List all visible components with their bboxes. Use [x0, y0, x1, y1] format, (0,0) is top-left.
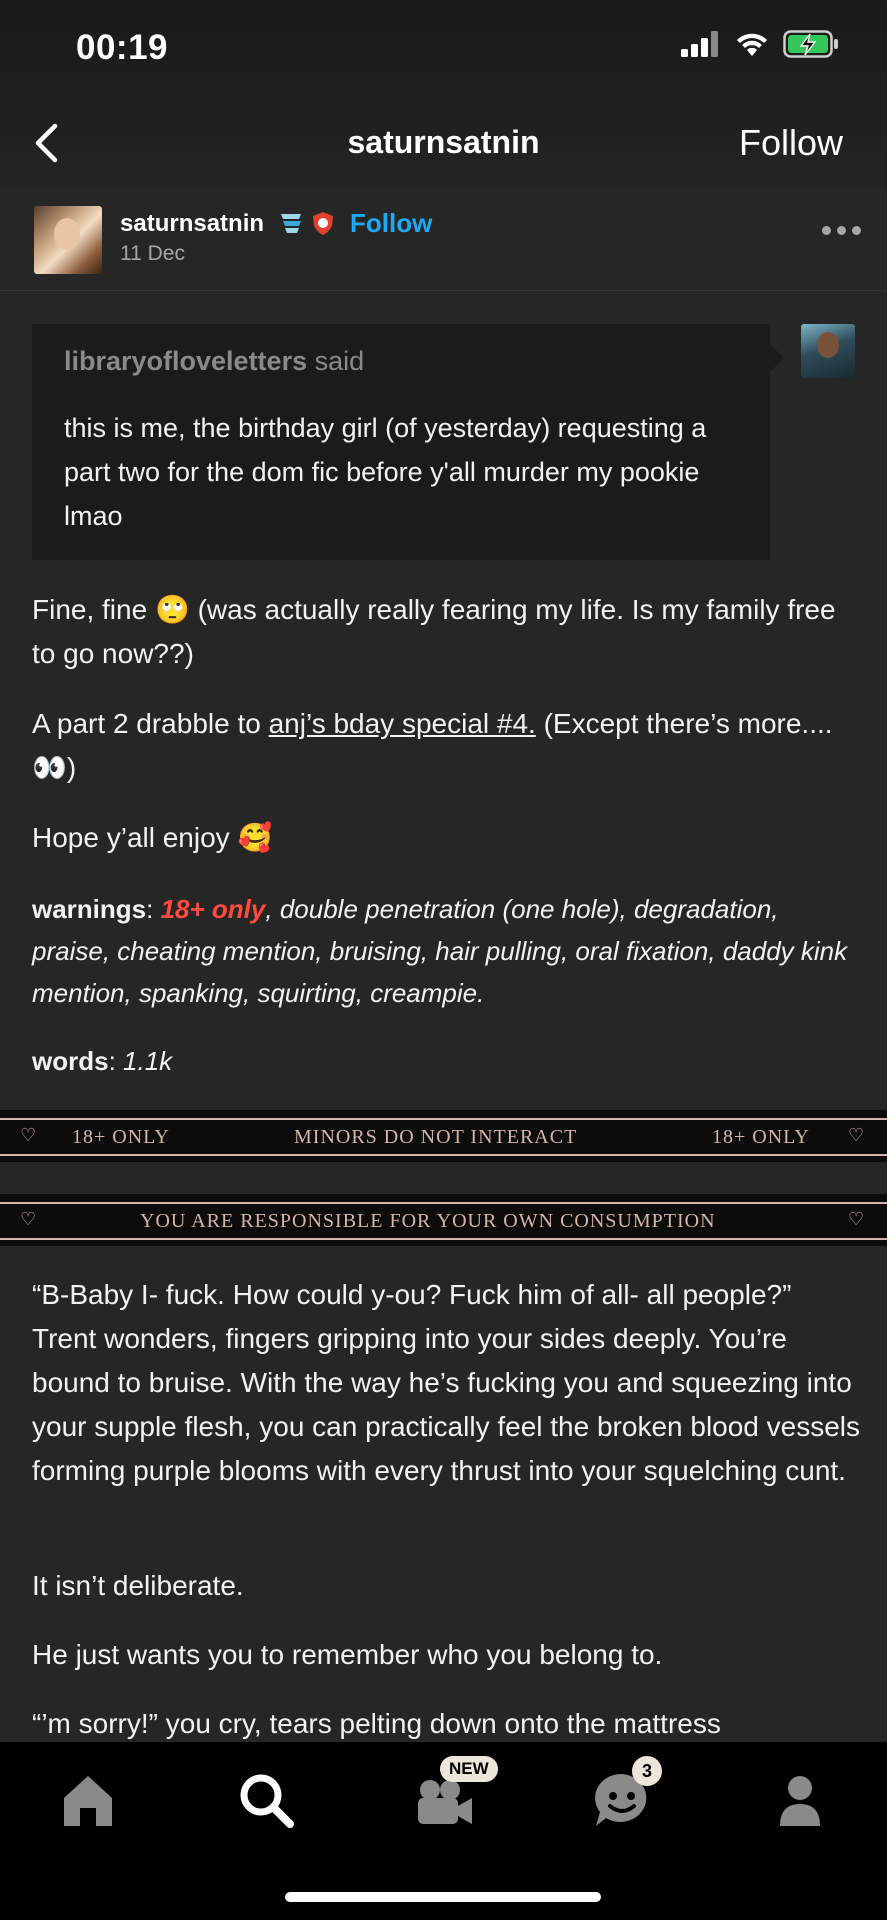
chevron-left-icon — [24, 118, 74, 168]
nav-title: saturnsatnin — [347, 124, 540, 160]
asker-line — [64, 346, 364, 377]
more-dot-icon — [837, 226, 846, 235]
eye-roll-emoji: 🙄 — [154, 593, 190, 626]
asker-avatar[interactable] — [801, 324, 855, 378]
post-paragraph-1: Fine, fine 🙄 (was actually really fearing my life. Is my family free to go now??) — [32, 593, 836, 669]
chat-count-badge: 3 — [632, 1756, 662, 1786]
more-dot-icon — [852, 226, 861, 235]
smiling-hearts-emoji: 🥰 — [237, 821, 273, 854]
post-header — [0, 188, 887, 291]
more-dot-icon — [822, 226, 831, 235]
tab-search[interactable] — [234, 1768, 298, 1832]
wifi-icon — [735, 31, 769, 57]
warnings-age: 18+ only — [160, 894, 266, 924]
heart-icon: ♡ — [20, 1125, 37, 1146]
post-author-name[interactable]: saturnsatnin — [120, 210, 265, 237]
flag-badge-icon — [278, 210, 304, 236]
home-indicator[interactable] — [285, 1892, 601, 1902]
asker-said: said — [314, 346, 365, 376]
back-button[interactable] — [24, 118, 74, 168]
ask-text: this is me, the birthday girl (of yesterday) requesting a part two for the dom fic before y'all murder my pookie lmao — [64, 413, 707, 531]
banner-center-text: MINORS DO NOT INTERACT — [294, 1126, 578, 1148]
post-date: 11 Dec — [120, 242, 185, 265]
eyes-emoji: 👀 — [32, 751, 67, 784]
words-count: 1.1k — [123, 1046, 173, 1076]
story-paragraph: He just wants you to remember who you belong to. — [32, 1639, 663, 1670]
nav-follow-button[interactable]: Follow — [738, 122, 843, 163]
search-icon — [234, 1768, 298, 1832]
home-icon — [56, 1768, 120, 1832]
banner-minors — [0, 1110, 887, 1162]
tab-account[interactable] — [768, 1768, 832, 1832]
banner-responsibility — [0, 1194, 887, 1246]
heart-icon: ♡ — [848, 1209, 865, 1230]
heart-icon: ♡ — [20, 1209, 37, 1230]
new-badge: NEW — [440, 1756, 498, 1782]
warnings-paragraph: warnings: 18+ only, double penetration (one hole), degradation, praise, cheating mention, bruising, hair pulling, oral fixation, daddy kink mention, spanking, squirting, creampie. — [32, 894, 848, 1008]
story-paragraph: “’m sorry!” you cry, tears pelting down onto the mattress — [32, 1708, 721, 1739]
warnings-list: , double penetration (one hole), degradation, praise, cheating mention, bruising, hair pulling, oral fixation, daddy kink mention, spanking, squirting, creampie. — [32, 894, 848, 1008]
banner-right-text: 18+ ONLY — [712, 1126, 810, 1148]
heart-icon: ♡ — [848, 1125, 865, 1146]
ask-box — [32, 324, 770, 560]
post-follow-button[interactable]: Follow — [350, 208, 433, 238]
words-paragraph: words: 1.1k — [32, 1046, 173, 1076]
story-paragraph: It isn’t deliberate. — [32, 1570, 244, 1601]
status-bar — [0, 0, 887, 100]
tab-home[interactable] — [56, 1768, 120, 1832]
battery-icon — [783, 30, 839, 58]
warnings-label: warnings — [32, 894, 147, 924]
more-options-button[interactable] — [822, 226, 861, 235]
asker-name[interactable]: libraryofloveletters — [64, 346, 308, 376]
signal-icon — [681, 31, 721, 57]
bday-special-link[interactable]: anj’s bday special #4. — [268, 708, 536, 739]
post-paragraph-3: Hope y’all enjoy 🥰 — [32, 821, 273, 854]
banner-responsibility-text: YOU ARE RESPONSIBLE FOR YOUR OWN CONSUMPTION — [140, 1210, 716, 1232]
author-badges — [278, 210, 336, 236]
person-icon — [768, 1768, 832, 1832]
nav-bar — [0, 100, 887, 188]
status-icons — [681, 30, 839, 58]
shield-badge-icon — [310, 210, 336, 236]
banner-left-text: 18+ ONLY — [72, 1126, 170, 1148]
author-avatar[interactable] — [34, 206, 102, 274]
post-paragraph-2: A part 2 drabble to anj’s bday special #4. (Except there’s more....👀) — [32, 708, 833, 784]
status-time: 00:19 — [76, 28, 169, 67]
story-paragraph: “B-Baby I- fuck. How could y-ou? Fuck him of all- all people?” Trent wonders, fingers gripping into your sides deeply. You’re bound to bruise. With the way he’s fucking you and squeezing into your supple flesh, you can practically feel the broken blood vessels forming purple blooms with every thrust into your squelching cunt. — [32, 1279, 861, 1486]
words-label: words — [32, 1046, 109, 1076]
